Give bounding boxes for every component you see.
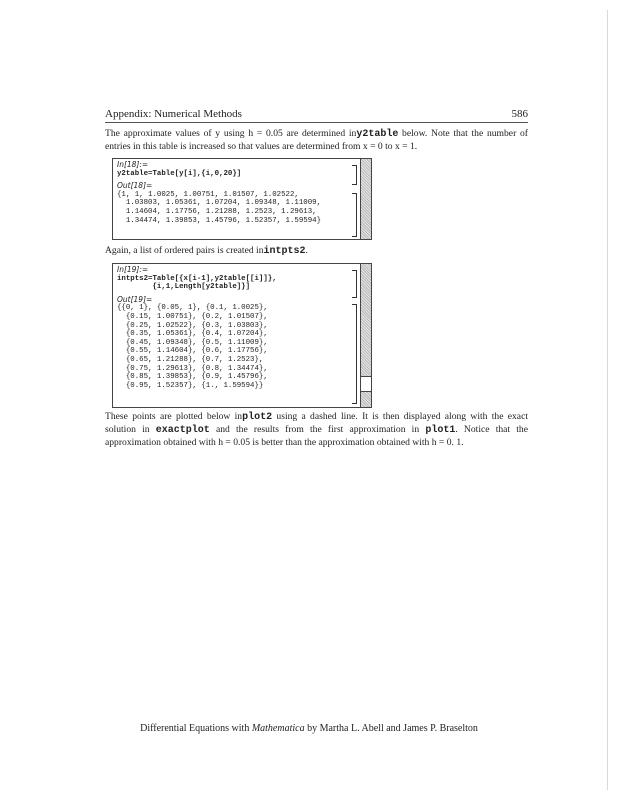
para1-text-b: below. Note that the number of entries in this table is increased so that values are determined from x = 0 to x = 1.	[105, 128, 528, 152]
code-plot1: plot1	[425, 425, 456, 436]
para3-text-a: These points are plotted below in	[105, 411, 243, 422]
paragraph-3	[105, 411, 528, 449]
cell-bracket-output-18[interactable]	[352, 193, 357, 237]
paragraph-2	[105, 245, 528, 258]
in-label-19: In[19]:=	[117, 265, 149, 274]
cell-bracket-input-19[interactable]	[352, 270, 357, 298]
footer-italic: Mathematica	[251, 723, 305, 734]
footer-text-b: by Martha L. Abell and James P. Braselton	[304, 723, 478, 734]
out-label-18: Out[18]=	[117, 181, 153, 191]
header-rule	[105, 122, 528, 123]
para3-text-c: and the results from the first approximation in	[209, 424, 426, 435]
cell-bracket-input-18[interactable]	[352, 165, 357, 185]
page-number: 586	[511, 108, 528, 120]
output-19: {{0, 1}, {0.05, 1}, {0.1, 1.0025}, {0.15, 1.00751}, {0.2, 1.01507}, {0.25, 1.02522}, {0.3, 1.03803}, {0.35, 1.05361}, {0.4, 1.07204}, {0.45, 1.09348}, {0.5, 1.11009}, {0.55, 1.14604}, {0.6, 1.17756}, {0.65, 1.21288}, {0.7, 1.2523}, {0.75, 1.29613}, {0.8, 1.34474}, {0.85, 1.39853}, {0.9, 1.45796}, {0.95, 1.52357}, {1., 1.59594}}	[117, 304, 268, 390]
code-y2table: y2table	[356, 129, 399, 140]
running-header	[105, 108, 528, 120]
code-plot2: plot2	[242, 412, 273, 423]
notebook-cell-18[interactable]	[112, 158, 372, 240]
page-edge-line	[607, 10, 608, 790]
notebook-cell-19[interactable]	[112, 263, 372, 408]
para1-text-a: The approximate values of y using h = 0.05 are determined in	[105, 128, 357, 139]
para2-text-a: Again, a list of ordered pairs is created in	[105, 245, 264, 256]
out-label-19: Out[19]=	[117, 294, 153, 304]
scrollbar-19[interactable]	[360, 264, 371, 407]
input-19[interactable]: intpts2=Table[{x[i-1],y2table[[i]]}, {i,1,Length[y2table]}]	[117, 274, 277, 292]
scrollbar-18[interactable]	[360, 159, 371, 239]
para2-text-b: .	[305, 245, 308, 256]
para3-text-b: using a dashed line. It is then displayed along with the exact solution in	[105, 411, 528, 435]
input-18[interactable]: y2table=Table[y[i],{i,0,20}]	[117, 169, 242, 178]
para3-text-d: . Notice that the approximation obtained with h = 0.05 is better than the approximation obtained with h = 0. 1.	[105, 424, 528, 448]
code-intpts2: intpts2	[263, 246, 306, 257]
footer-text-a: Differential Equations with	[140, 723, 252, 734]
code-exactplot: exactplot	[155, 425, 210, 436]
cell-bracket-output-19[interactable]	[352, 304, 357, 404]
scrollbar-thumb-19[interactable]	[361, 376, 371, 392]
page-footer	[0, 723, 618, 734]
header-title: Appendix: Numerical Methods	[105, 108, 242, 120]
in-label-18: In[18]:=	[117, 160, 149, 169]
paragraph-1	[105, 128, 528, 153]
output-18: {1, 1, 1.0025, 1.00751, 1.01507, 1.02522, 1.03803, 1.05361, 1.07204, 1.09348, 1.11009, 1.14604, 1.17756, 1.21288, 1.2523, 1.29613, 1.34474, 1.39853, 1.45796, 1.52357, 1.59594}	[117, 190, 322, 225]
